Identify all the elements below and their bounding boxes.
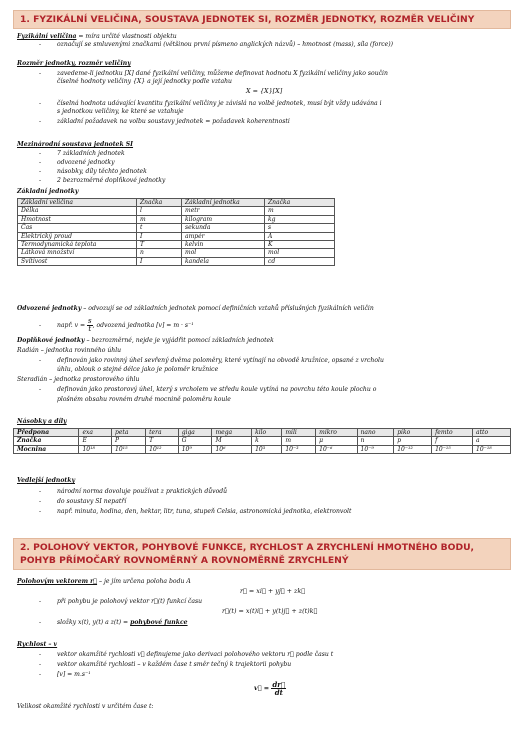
- table-row: [18, 224, 335, 232]
- secondary-item-1: národní norma dovoluje používat z praktických důvodů: [57, 488, 228, 495]
- supplementary-line: [17, 337, 274, 345]
- table-cell: 10⁻¹⁸: [473, 445, 511, 453]
- si-item-1: 7 základních jednotek: [57, 150, 125, 157]
- table-cell: tera: [146, 429, 179, 437]
- table-cell: K: [265, 241, 335, 249]
- table-cell: 10⁻¹²: [394, 445, 432, 453]
- base-units-heading: Základní jednotky: [17, 188, 79, 195]
- table-cell: metr: [182, 207, 265, 215]
- table-cell: Svítivost: [18, 257, 137, 265]
- fyz-heading: Fyzikální veličina: [17, 33, 77, 40]
- bullet-dash: -: [39, 159, 42, 166]
- supplementary-heading: Doplňkové jednotky: [17, 337, 85, 344]
- table-cell: 10¹⁵: [112, 445, 146, 453]
- position-vector-bullet-2: [57, 619, 188, 627]
- velocity-formula-left: v⃗ =: [254, 684, 272, 692]
- table-cell: mega: [212, 429, 252, 437]
- table-header-cell: Značka: [265, 199, 335, 207]
- table-cell: p: [394, 437, 432, 445]
- velocity-heading: Rychlost – v: [17, 641, 58, 648]
- steradian-line-1: definován jako prostorový úhel, který s vrcholem ve středu koule vytíná na povrchu této koule plochu o: [57, 386, 377, 393]
- derived-example-prefix: např. v =: [57, 322, 87, 329]
- table-cell: 10⁶: [212, 445, 252, 453]
- bullet-dash: -: [39, 168, 42, 175]
- radian-heading: Radián – jednotka rovinného úhlu: [17, 347, 122, 354]
- motion-functions-prefix: složky x(t), y(t) a z(t) =: [57, 619, 131, 626]
- radian-line-1: definován jako rovinný úhel sevřený dvěma poloměry, které vytínají na obvodě kružnice, opsané z vrcholu: [57, 357, 384, 364]
- table-cell: Termodynamická teplota: [18, 241, 137, 249]
- table-cell: exa: [79, 429, 112, 437]
- prefix-table: [13, 428, 511, 454]
- table-cell: 10³: [252, 445, 282, 453]
- table-cell: femto: [432, 429, 473, 437]
- table-cell: M: [212, 437, 252, 445]
- power-row: [14, 445, 511, 453]
- table-cell: μ: [316, 437, 357, 445]
- bullet-dash: -: [39, 598, 42, 605]
- bullet-dash: -: [39, 651, 42, 658]
- bullet-dash: -: [39, 100, 42, 107]
- table-cell: cd: [265, 257, 335, 265]
- table-cell: mili: [282, 429, 316, 437]
- velocity-derivative-fraction: [271, 681, 286, 696]
- table-cell: n: [357, 437, 394, 445]
- bullet-dash: -: [39, 498, 42, 505]
- steradian-line-2: plošném obsahu rovném druhé mocnině poloměru koule: [57, 396, 231, 403]
- secondary-item-3: např. minuta, hodina, den, hektar, litr, tuna, stupeň Celsia, astronomická jednotka, elektronvolt: [57, 508, 352, 515]
- table-row: [18, 207, 335, 215]
- table-cell: kg: [265, 215, 335, 223]
- position-vector-line: [17, 578, 191, 586]
- table-cell: Elektrický proud: [18, 232, 137, 240]
- table-cell: atto: [473, 429, 511, 437]
- table-cell: Čas: [18, 224, 137, 232]
- table-row: [18, 215, 335, 223]
- table-cell: a: [473, 437, 511, 445]
- position-vector-definition: – je jím určena poloha bodu A: [97, 578, 191, 585]
- table-cell: I: [137, 232, 182, 240]
- prefix-row: [14, 429, 511, 437]
- table-cell: m: [282, 437, 316, 445]
- section-1-heading: 1. FYZIKÁLNÍ VELIČINA, SOUSTAVA JEDNOTEK SI, ROZMĚR JEDNOTKY, ROZMĚR VELIČINY: [13, 10, 511, 29]
- rozmer-line-5: základní požadavek na volbu soustavy jednotek = požadavek koherentnosti: [57, 118, 290, 125]
- fyz-definition: = míra určité vlastnosti objektu: [76, 33, 177, 40]
- supplementary-definition: – bezrozměrné, nejde je vyjádřit pomocí základních jednotek: [84, 337, 274, 344]
- derived-definition: – odvozují se od základních jednotek pomocí definičních vztahů příslušných fyzikálních veličin: [81, 305, 374, 312]
- fraction-denominator: t: [88, 325, 92, 333]
- table-cell: E: [79, 437, 112, 445]
- velocity-bullet-1: vektor okamžité rychlosti v⃗ definujeme jako derivaci polohového vektoru r⃗ podle času t: [57, 651, 334, 658]
- table-cell: sekunda: [182, 224, 265, 232]
- rozmer-line-3: číselná hodnota udávající kvantitu fyzikální veličiny je závislá na volbě jednotek, musí být vždy udávána i: [57, 100, 382, 107]
- table-cell: Hmotnost: [18, 215, 137, 223]
- fraction-numerator: dr⃗: [272, 679, 286, 689]
- derived-example-suffix: , odvozená jednotka [v] = m · s⁻¹: [92, 322, 194, 329]
- multiples-heading: Násobky a díly: [17, 418, 67, 425]
- position-vector-heading: Polohovým vektorem r⃗: [17, 578, 98, 585]
- fyz-bullet-1: označují se smluvenými značkami (většinou první písmeno anglických názvů) – hmotnost (mass), síla (force)): [57, 41, 394, 48]
- table-cell: 10¹²: [146, 445, 179, 453]
- radian-line-2: úhlu, oblouk o stejné délce jako je poloměr kružnice: [57, 366, 219, 373]
- bullet-dash: -: [39, 357, 42, 364]
- bullet-dash: -: [39, 386, 42, 393]
- table-row: [18, 232, 335, 240]
- secondary-units-heading: Vedlejší jednotky: [17, 477, 75, 484]
- fraction-denominator: dt: [274, 687, 283, 697]
- table-row: [18, 241, 335, 249]
- si-item-3: násobky, díly těchto jednotek: [57, 168, 147, 175]
- table-cell: 10⁻¹⁵: [432, 445, 473, 453]
- motion-functions-term: pohybové funkce: [130, 619, 188, 626]
- rozmer-formula: X = {X}[X]: [246, 87, 283, 95]
- section-2-title-line-2: POHYB PŘÍMOČARÝ ROVNOMĚRNÝ A ROVNOMĚRNĚ ZRYCHLENÝ: [20, 555, 349, 566]
- section-2-title-line-1: 2. POLOHOVÝ VEKTOR, POHYBOVÉ FUNKCE, RYCHLOST A ZRYCHLENÍ HMOTNÉHO BODU,: [20, 542, 475, 553]
- bullet-dash: -: [39, 177, 42, 184]
- table-cell: G: [178, 437, 212, 445]
- derived-line: [17, 305, 374, 313]
- bullet-dash: -: [39, 488, 42, 495]
- table-cell: m: [265, 207, 335, 215]
- bullet-dash: -: [39, 322, 42, 329]
- table-cell: ampér: [182, 232, 265, 240]
- table-cell: Délka: [18, 207, 137, 215]
- table-cell: P: [112, 437, 146, 445]
- table-cell: T: [146, 437, 179, 445]
- table-cell: 10⁻⁹: [357, 445, 394, 453]
- table-cell: 10⁻³: [282, 445, 316, 453]
- position-vector-formula: r⃗ = xi⃗ + yj⃗ + zk⃗: [240, 587, 306, 595]
- si-item-2: odvozené jednotky: [57, 159, 115, 166]
- table-cell: mol: [182, 249, 265, 257]
- table-cell: 10⁻⁶: [316, 445, 357, 453]
- table-cell: Značka: [14, 437, 79, 445]
- table-cell: 10⁹: [178, 445, 212, 453]
- base-units-table: [17, 198, 335, 266]
- bullet-dash: -: [39, 118, 42, 125]
- derived-example: [57, 318, 194, 333]
- rozmer-line-4: s jednotkou veličiny, ke které se vztahuje: [57, 108, 184, 115]
- table-cell: Předpona: [14, 429, 79, 437]
- table-cell: giga: [178, 429, 212, 437]
- section-2-heading: [13, 538, 511, 570]
- table-cell: nano: [357, 429, 394, 437]
- bullet-dash: -: [39, 661, 42, 668]
- secondary-item-2: do soustavy SI nepatří: [57, 498, 127, 505]
- bullet-dash: -: [39, 70, 42, 77]
- rozmer-heading: Rozměr jednotky, rozměr veličiny: [17, 60, 131, 67]
- table-cell: kelvin: [182, 241, 265, 249]
- table-cell: f: [432, 437, 473, 445]
- table-cell: k: [252, 437, 282, 445]
- velocity-bullet-2: vektor okamžité rychlosti – v každém čase t směr tečný k trajektorii pohybu: [57, 661, 292, 668]
- steradian-heading: Steradián – jednotka prostorového úhlu: [17, 376, 140, 383]
- table-cell: t: [137, 224, 182, 232]
- table-cell: I: [137, 257, 182, 265]
- rozmer-line-1: zavedeme-li jednotku [X] dané fyzikální veličiny, můžeme definovat hodnotu X fyzikální veličiny jako součin: [57, 70, 388, 77]
- velocity-bullet-3: [v] = m.s⁻¹: [57, 671, 91, 678]
- symbol-row: [14, 437, 511, 445]
- position-function-formula: r⃗(t) = x(t)i⃗ + y(t)j⃗ + z(t)k⃗: [222, 607, 318, 615]
- table-cell: s: [265, 224, 335, 232]
- table-cell: T: [137, 241, 182, 249]
- si-item-4: 2 bezrozměrné doplňkové jednotky: [57, 177, 166, 184]
- bullet-dash: -: [39, 508, 42, 515]
- table-header-cell: Značka: [137, 199, 182, 207]
- table-cell: m: [137, 215, 182, 223]
- table-cell: kandela: [182, 257, 265, 265]
- fyz-line: [17, 33, 177, 41]
- table-cell: n: [137, 249, 182, 257]
- bullet-dash: -: [39, 619, 42, 626]
- velocity-magnitude-line: Velikost okamžité rychlosti v určitém čase t:: [17, 703, 154, 710]
- table-cell: mol: [265, 249, 335, 257]
- table-cell: peta: [112, 429, 146, 437]
- table-header-row: [18, 199, 335, 207]
- table-cell: kilo: [252, 429, 282, 437]
- bullet-dash: -: [39, 671, 42, 678]
- derived-heading: Odvozené jednotky: [17, 305, 82, 312]
- position-vector-bullet-1: při pohybu je polohový vektor r⃗(t) funkcí času: [57, 598, 203, 605]
- fraction-numerator: s: [88, 317, 92, 325]
- table-cell: Mocnina: [14, 445, 79, 453]
- table-cell: A: [265, 232, 335, 240]
- table-row: [18, 249, 335, 257]
- si-heading: Mezinárodní soustava jednotek SI: [17, 141, 134, 148]
- table-cell: kilogram: [182, 215, 265, 223]
- table-cell: Látková množství: [18, 249, 137, 257]
- table-header-cell: Základní veličina: [18, 199, 137, 207]
- bullet-dash: -: [39, 41, 42, 48]
- table-row: [18, 257, 335, 265]
- table-cell: l: [137, 207, 182, 215]
- bullet-dash: -: [39, 150, 42, 157]
- table-cell: piko: [394, 429, 432, 437]
- table-header-cell: Základní jednotka: [182, 199, 265, 207]
- velocity-formula: [254, 680, 286, 696]
- rozmer-line-2: číselné hodnoty veličiny {X} a její jednotky podle vztahu: [57, 78, 232, 85]
- table-cell: mikro: [316, 429, 357, 437]
- table-cell: 10¹⁸: [79, 445, 112, 453]
